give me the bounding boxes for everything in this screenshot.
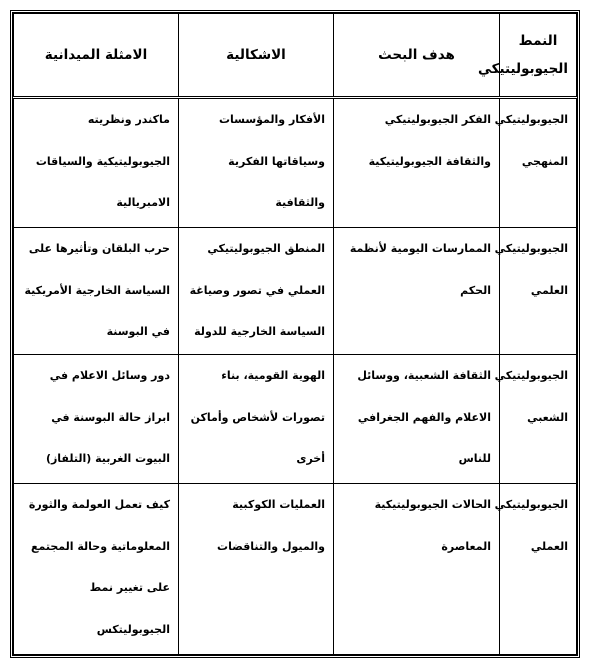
cell-goal	[334, 355, 500, 484]
cell-pattern-text: الجيوبوليتيكي العملي	[494, 498, 568, 553]
cell-goal-text: الفكر الجيوبوليتيكي والثقافة الجيوبوليتيكية	[368, 113, 491, 168]
table-header-row	[14, 14, 577, 98]
cell-pattern	[494, 355, 577, 484]
header-pattern-text: النمط الجيوبوليتيكي	[477, 33, 568, 77]
header-examples-text: الامثلة الميدانية	[44, 47, 148, 63]
cell-problem-text: الهوية القومية، بناء تصورات لأشخاص وأماكن أخرى	[190, 369, 325, 466]
cell-problem	[179, 355, 334, 484]
cell-examples	[14, 228, 179, 355]
cell-problem-text: الأفكار والمؤسسات وسياقاتها الفكرية والثقافية	[218, 113, 325, 209]
table-row	[14, 355, 577, 484]
cell-examples-text: كيف تعمل العولمة والثورة المعلوماتية وحالة المجتمع على تغيير نمط الجيوبوليتكس	[28, 498, 170, 636]
header-pattern	[477, 14, 577, 98]
cell-problem	[179, 484, 334, 655]
cell-goal	[334, 98, 500, 228]
cell-pattern	[494, 98, 577, 228]
header-problem	[179, 14, 334, 98]
cell-problem	[179, 98, 334, 228]
table-row	[14, 98, 577, 228]
cell-goal	[334, 228, 500, 355]
cell-pattern	[494, 228, 577, 355]
cell-examples-text: حرب البلقان وتأثيرها على السياسة الخارجية الأمريكية في البوسنة	[24, 242, 170, 339]
cell-examples	[14, 98, 179, 228]
cell-pattern	[494, 484, 577, 655]
cell-problem-text: العمليات الكوكبية والميول والتناقضات	[217, 498, 325, 553]
table-row	[14, 484, 577, 655]
cell-problem-text: المنطق الجيوبوليتيكي العملي في تصور وصياغة السياسة الخارجية للدولة	[189, 242, 325, 339]
cell-goal-text: الثقافة الشعبية، ووسائل الاعلام والفهم الجغرافي للناس	[357, 369, 491, 466]
header-goal-text: هدف البحث	[378, 47, 455, 63]
geopolitics-comparison-table	[13, 13, 577, 655]
cell-examples-text: دور وسائل الاعلام في ابراز حالة البوسنة في البيوت الغربية (التلفاز)	[45, 369, 170, 466]
cell-examples	[14, 355, 179, 484]
cell-examples	[14, 484, 179, 655]
cell-problem	[179, 228, 334, 355]
cell-pattern-text: الجيوبوليتيكي المنهجي	[494, 113, 568, 168]
header-problem-text: الاشكالية	[226, 47, 286, 63]
cell-examples-text: ماكندر ونظريته الجيوبوليتيكية والسياقات الامبريالية	[35, 113, 170, 209]
cell-goal-text: الحالات الجيوبوليتيكية المعاصرة	[374, 498, 491, 553]
table-row	[14, 228, 577, 355]
comparison-table-frame	[10, 10, 580, 658]
cell-pattern-text: الجيوبوليتيكي العلمي	[494, 242, 568, 297]
cell-pattern-text: الجيوبوليتيكي الشعبي	[494, 369, 568, 424]
header-goal	[334, 14, 500, 98]
cell-goal	[334, 484, 500, 655]
header-examples	[14, 14, 179, 98]
cell-goal-text: الممارسات اليومية لأنظمة الحكم	[349, 242, 491, 297]
